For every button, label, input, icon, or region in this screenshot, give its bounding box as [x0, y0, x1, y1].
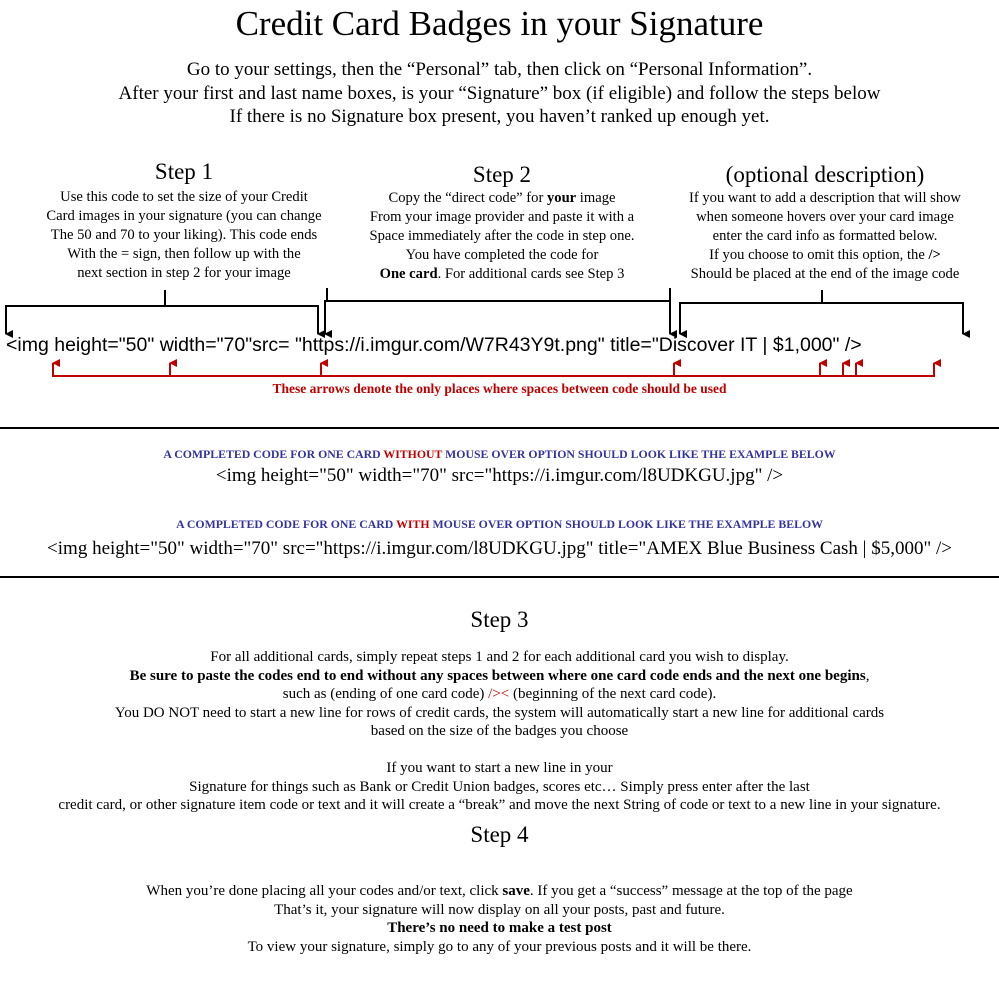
step-3-line: For all additional cards, simply repeat steps 1 and 2 for each additional card you wish to display.	[210, 649, 789, 665]
step-3-text	[0, 648, 999, 815]
arrows-note: These arrows denote the only places where spaces between code should be used	[272, 381, 727, 396]
optional-description-title: (optional description)	[725, 162, 925, 187]
step-3-line: You DO NOT need to start a new line for rows of credit cards, the system will automatically start a new line for additional cards	[114, 704, 885, 721]
example-without-mouseover-code: <img height="50" width="70" src="https://i.imgur.com/l8UDKGU.jpg" />	[215, 465, 784, 486]
step-1-line: The 50 and 70 to your liking). This code ends	[50, 227, 318, 243]
step-3-line: Signature for things such as Bank or Credit Union badges, scores etc… Simply press enter after the last	[189, 778, 810, 795]
optional-bracket	[680, 290, 963, 303]
step-4-line: When you’re done placing all your codes and/or text, click save. If you get a “success” message at the top of the page	[146, 883, 853, 899]
step-2-bracket	[327, 288, 670, 301]
step-2-line: Copy the “direct code” for your image	[388, 190, 616, 206]
optional-line: Should be placed at the end of the image code	[690, 266, 960, 282]
step-4-line: That’s it, your signature will now display on all your posts, past and future.	[274, 901, 725, 918]
example-without-mouseover-heading: A COMPLETED CODE FOR ONE CARD WITHOUT MOUSE OVER OPTION SHOULD LOOK LIKE THE EXAMPLE BELOW	[163, 447, 836, 461]
step-1-line: Use this code to set the size of your Credit	[60, 189, 308, 205]
step-2-line: Space immediately after the code in step one.	[369, 228, 635, 244]
step-1-title: Step 1	[154, 159, 214, 184]
optional-line: If you want to add a description that will show	[689, 190, 961, 206]
optional-line: enter the card info as formatted below.	[712, 228, 938, 244]
step-4-line: To view your signature, simply go to any of your previous posts and it will be there.	[247, 938, 752, 955]
step-1-line: With the = sign, then follow up with the	[67, 246, 301, 262]
step-1-line: Card images in your signature (you can change	[46, 208, 322, 224]
step-3-line: such as (ending of one card code) />< (beginning of the next card code).	[282, 686, 717, 702]
step-4-line: There’s no need to make a test post	[387, 920, 612, 936]
example-code-line: <img height="50" width="70"src= "https://i.imgur.com/W7R43Y9t.png" title="Discover IT | $1,000" />	[6, 334, 862, 356]
divider-bottom	[0, 576, 999, 578]
page-title: Credit Card Badges in your Signature	[235, 4, 764, 43]
step-2-line: From your image provider and paste it with a	[369, 209, 635, 225]
divider-top	[0, 427, 999, 429]
step-3-line: Be sure to paste the codes end to end without any spaces between where one card code ends and the next one begins,	[129, 667, 870, 684]
step-2-line: You have completed the code for	[405, 247, 599, 263]
intro-line-2: After your first and last name boxes, is your “Signature” box (if eligible) and follow the steps below	[118, 82, 881, 104]
example-with-mouseover-heading: A COMPLETED CODE FOR ONE CARD WITH MOUSE OVER OPTION SHOULD LOOK LIKE THE EXAMPLE BELOW	[176, 517, 823, 531]
optional-line: when someone hovers over your card image	[696, 209, 954, 225]
intro-line-3: If there is no Signature box present, you haven’t ranked up enough yet.	[229, 106, 770, 127]
step-2-title: Step 2	[472, 162, 532, 187]
step-3-title: Step 3	[470, 607, 529, 632]
optional-line: If you choose to omit this option, the />	[709, 247, 941, 263]
step-1-bracket	[6, 290, 318, 306]
step-4-text	[0, 882, 999, 956]
example-with-mouseover-code: <img height="50" width="70" src="https://i.imgur.com/l8UDKGU.jpg" title="AMEX Blue Business Cash | $5,000" />	[47, 538, 952, 559]
step-3-line: If you want to start a new line in your	[386, 760, 613, 776]
step-4-title: Step 4	[470, 822, 529, 847]
intro-line-1: Go to your settings, then the “Personal” tab, then click on “Personal Information”.	[186, 59, 813, 80]
step-3-line: based on the size of the badges you choose	[370, 723, 629, 739]
step-2-line: One card. For additional cards see Step 3	[379, 266, 625, 282]
step-3-line: credit card, or other signature item code or text and it will create a “break” and move the next String of code or text to a new line in your signature.	[58, 797, 941, 813]
space-indicator-arrows	[53, 363, 934, 377]
step-1-line: next section in step 2 for your image	[77, 265, 291, 281]
